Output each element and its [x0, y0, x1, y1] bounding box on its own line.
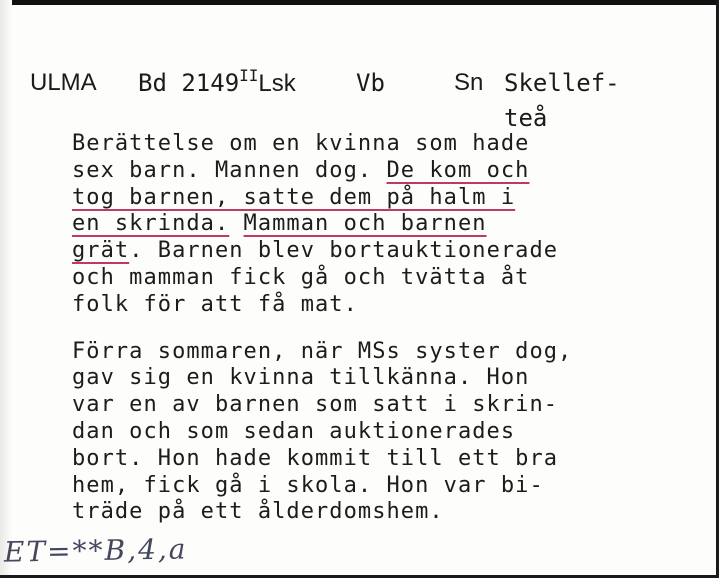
story-line: [72, 158, 672, 185]
archive-code: ULMA: [30, 69, 97, 96]
record-suffix: Lsk: [258, 70, 296, 97]
story-line: [72, 238, 672, 265]
record-prefix: Bd 2149: [138, 69, 240, 97]
story-line: bort. Hon hade kommit till ett bra: [72, 445, 559, 471]
story-line: hem, fick gå i skola. Hon var bi-: [72, 472, 544, 498]
story-line: gav sig en kvinna tillkänna. Hon: [72, 365, 530, 391]
card-top-edge: [0, 0, 719, 5]
story-line: Förra sommaren, när MSs syster dog,: [72, 338, 573, 364]
story-segment: sex barn. Mannen dog.: [72, 157, 387, 183]
parish-name-line1: Skellef-: [504, 69, 620, 97]
province-code: Vb: [356, 69, 385, 97]
parish-name-line2: teå: [504, 104, 548, 132]
story-line: [72, 185, 672, 212]
story-line: folk för att få mat.: [72, 291, 358, 317]
underlined-phrase: Mamman och barnen: [243, 211, 487, 237]
story-line: dan och som sedan auktionerades: [72, 418, 516, 444]
card-left-shadow: [0, 0, 12, 578]
story-line: Berättelse om en kvinna som hade: [72, 131, 530, 156]
story-line: var en av barnen som satt i skrin-: [72, 392, 559, 418]
parish-label: Sn: [454, 69, 484, 96]
underlined-phrase: De kom och: [386, 157, 530, 183]
underlined-phrase: tog barnen, satte dem på halm i: [72, 184, 516, 210]
underlined-phrase: en skrinda.: [72, 211, 230, 237]
story-line: [72, 211, 672, 238]
underlined-phrase: grät: [72, 238, 130, 264]
story-segment: . Barnen blev bortauktionerade: [129, 238, 559, 264]
record-superscript: II: [239, 66, 259, 85]
story-text: [72, 131, 672, 526]
record-number: [138, 68, 296, 99]
story-segment: [229, 211, 243, 236]
handwritten-classification: ET=**B,4,a: [3, 532, 188, 569]
paragraph-gap: [72, 319, 672, 339]
story-line: och mamman fick gå och tvätta åt: [72, 264, 530, 290]
story-line: träde på ett ålderdomshem.: [72, 499, 444, 525]
